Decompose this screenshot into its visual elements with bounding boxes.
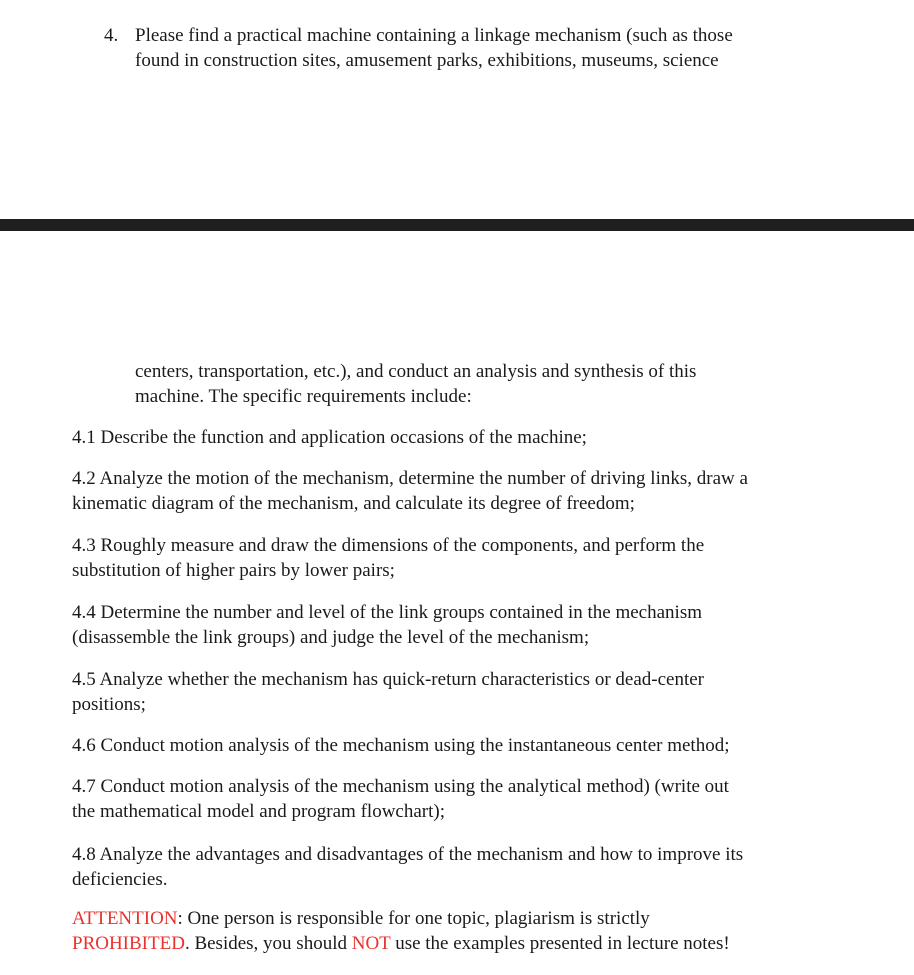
requirement-4-4 [72, 600, 702, 650]
requirement-line: the mathematical model and program flowchart); [72, 801, 445, 822]
requirement-line: deficiencies. [72, 869, 168, 890]
requirement-line: 4.8 Analyze the advantages and disadvantages of the mechanism and how to improve its [72, 844, 744, 865]
requirement-line: positions; [72, 694, 146, 715]
requirement-4-5 [72, 667, 704, 717]
requirement-4-3 [72, 533, 704, 583]
question-intro-line-1: Please find a practical machine containing a linkage mechanism (such as those [135, 25, 733, 46]
requirement-4-8 [72, 842, 743, 892]
attention-notice [72, 906, 730, 956]
requirement-line: 4.2 Analyze the motion of the mechanism, determine the number of driving links, draw a [72, 468, 748, 489]
requirement-line: 4.7 Conduct motion analysis of the mechanism using the analytical method) (write out [72, 776, 729, 797]
question-intro-continued [135, 359, 696, 409]
attention-text-3: use the examples presented in lecture notes! [390, 933, 730, 954]
attention-line-2 [72, 931, 730, 956]
attention-text-2: . Besides, you should [184, 933, 352, 954]
attention-label: ATTENTION [72, 908, 178, 929]
requirement-line: 4.5 Analyze whether the mechanism has quick-return characteristics or dead-center [72, 669, 705, 690]
requirement-line: substitution of higher pairs by lower pairs; [72, 560, 395, 581]
requirement-line: (disassemble the link groups) and judge the level of the mechanism; [72, 627, 590, 648]
question-intro-line-3: centers, transportation, etc.), and conduct an analysis and synthesis of this [135, 361, 697, 382]
requirement-4-7 [72, 774, 729, 824]
requirement-line: 4.6 Conduct motion analysis of the mechanism using the instantaneous center method; [72, 735, 730, 756]
requirement-line: kinematic diagram of the mechanism, and calculate its degree of freedom; [72, 493, 635, 514]
question-intro-line-2: found in construction sites, amusement parks, exhibitions, museums, science [135, 50, 719, 71]
prohibited-label: PROHIBITED [72, 933, 185, 954]
requirement-line: 4.4 Determine the number and level of the link groups contained in the mechanism [72, 602, 702, 623]
requirement-line: 4.1 Describe the function and application occasions of the machine; [72, 427, 587, 448]
page-divider [0, 219, 914, 231]
requirement-4-1 [72, 425, 587, 450]
requirement-line: 4.3 Roughly measure and draw the dimensions of the components, and perform the [72, 535, 705, 556]
question-number: 4. [104, 25, 119, 46]
attention-line-1 [72, 906, 730, 931]
requirement-4-2 [72, 466, 748, 516]
question-intro-line-4: machine. The specific requirements include: [135, 386, 472, 407]
requirement-4-6 [72, 733, 730, 758]
not-label: NOT [351, 933, 391, 954]
attention-text-1: : One person is responsible for one topic, plagiarism is strictly [177, 908, 650, 929]
